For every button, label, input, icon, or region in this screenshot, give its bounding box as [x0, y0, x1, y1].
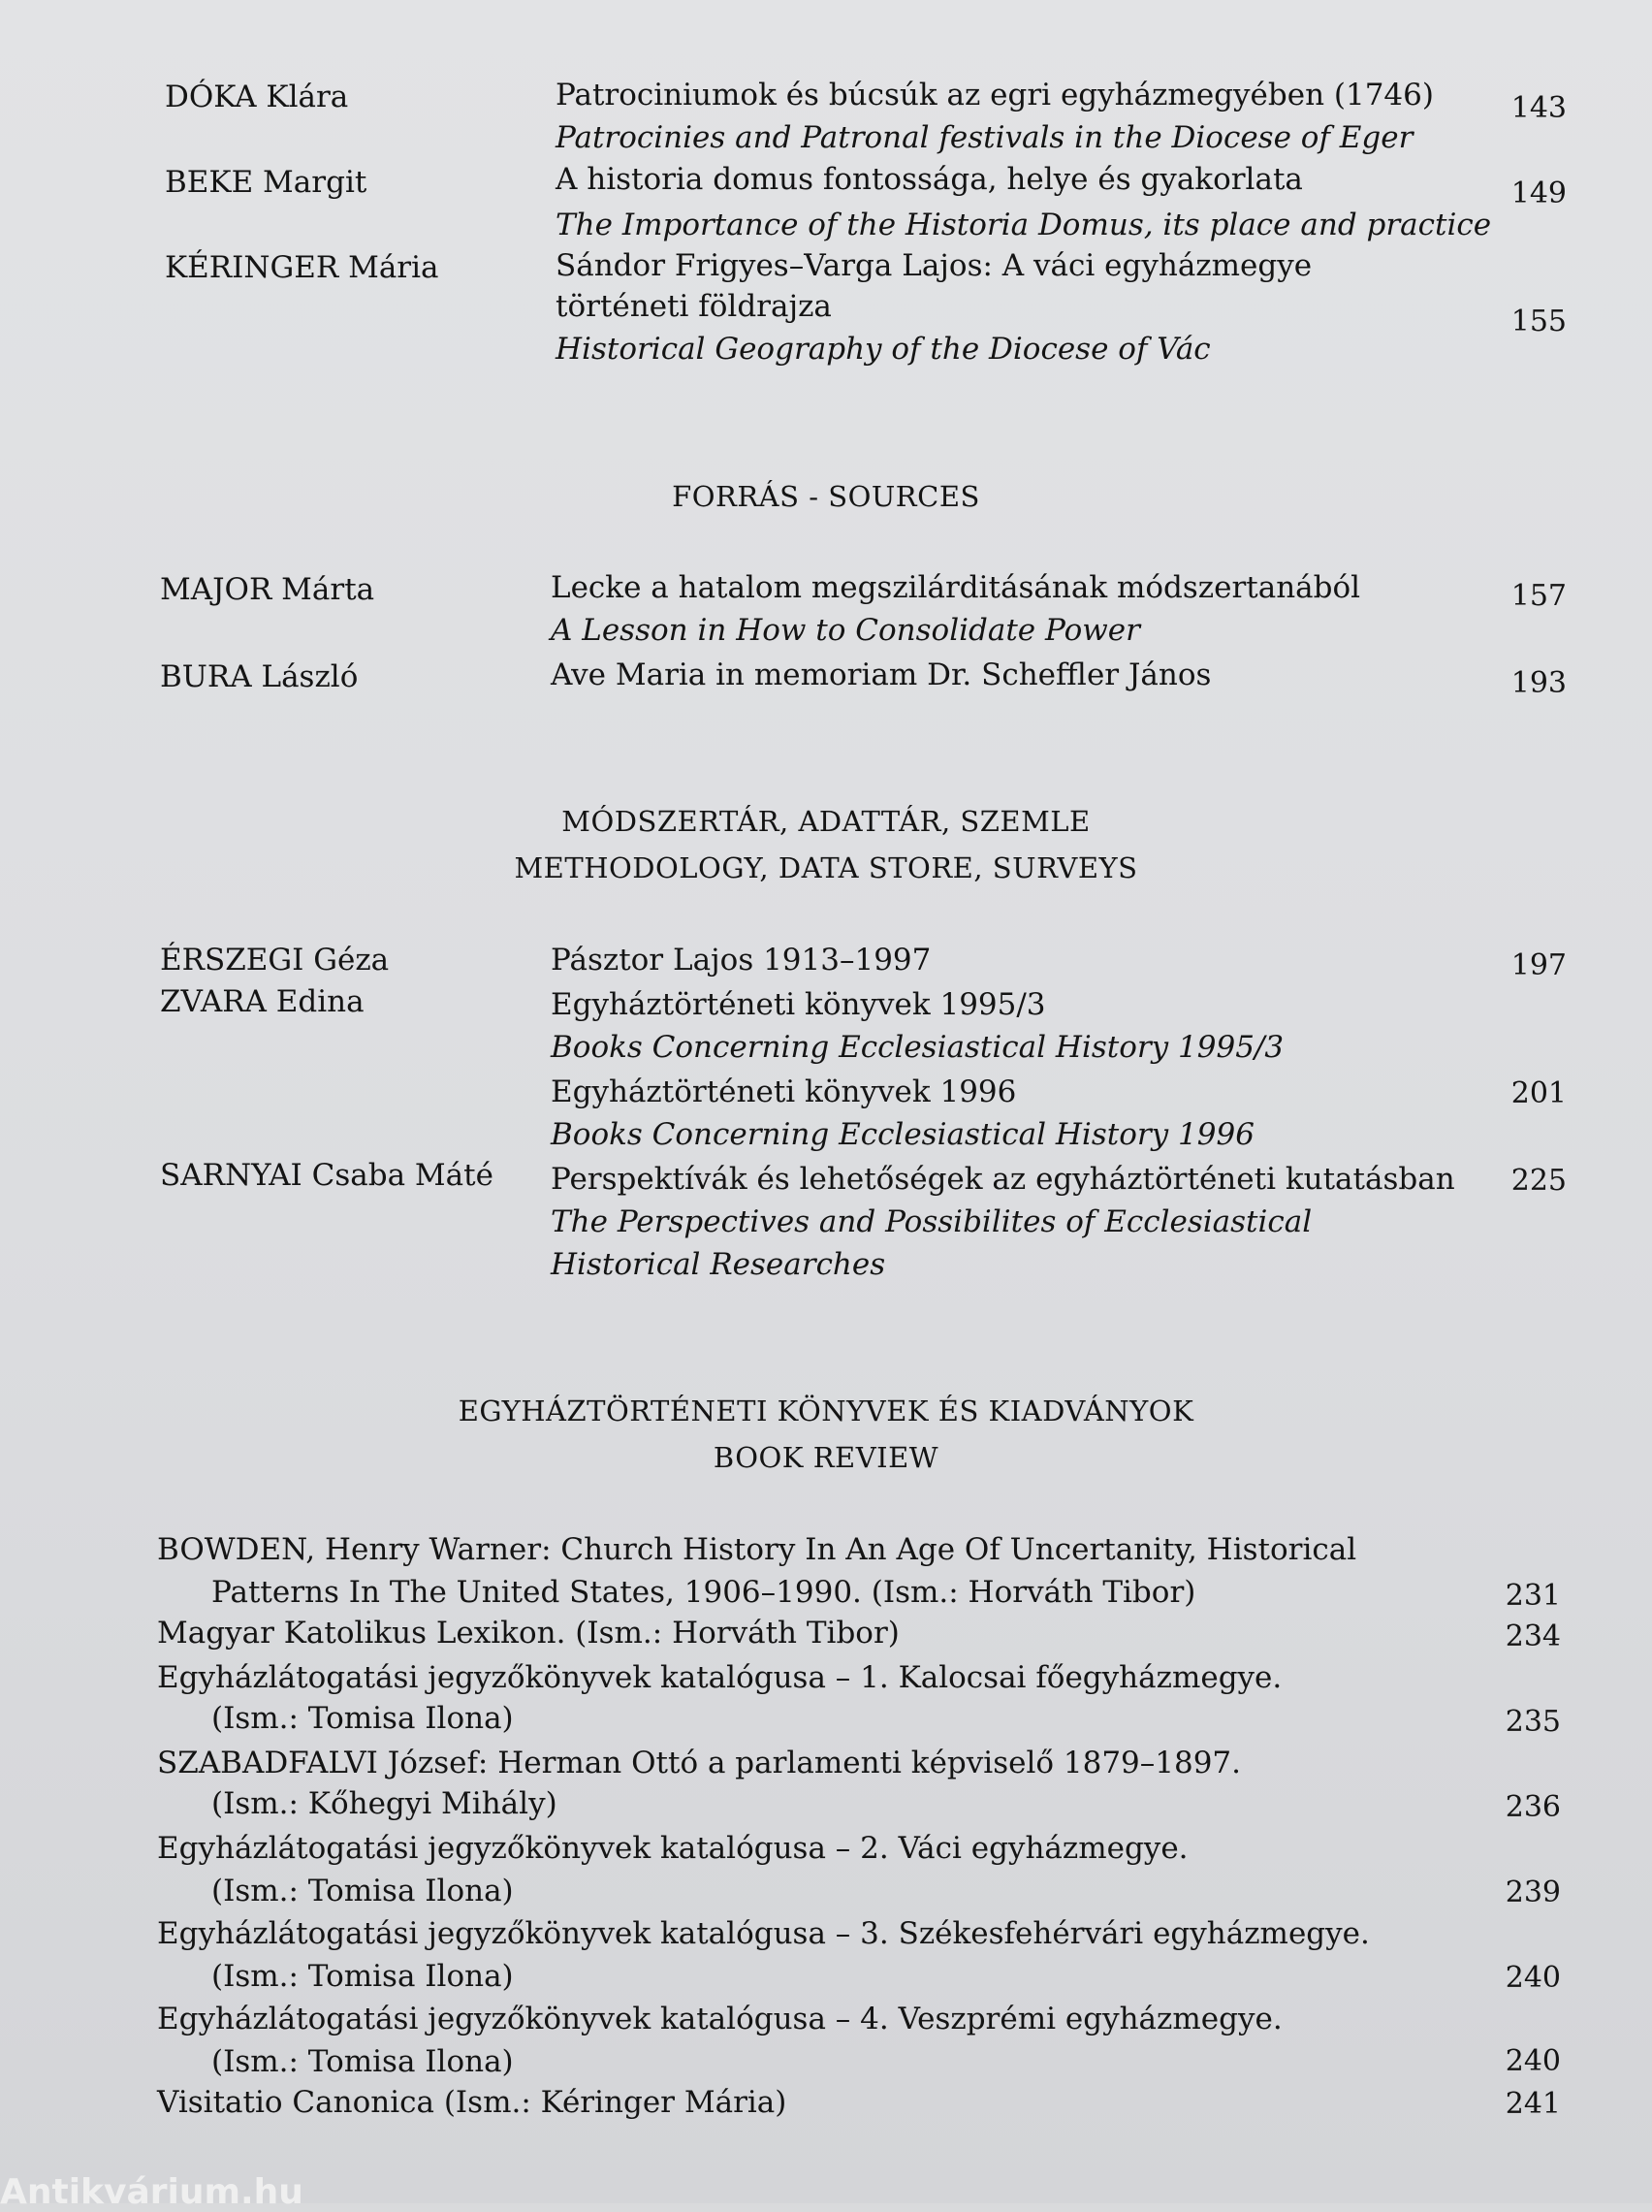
page-number: 235 — [1505, 1705, 1561, 1739]
review-entry: Egyházlátogatási jegyzőkönyvek katalógusa – 1. Kalocsai főegyházmegye. — [157, 1660, 1283, 1695]
article-title: Sándor Frigyes–Varga Lajos: A váci egyházmegye — [556, 248, 1313, 283]
page-number: 240 — [1505, 2044, 1561, 2078]
article-title-en: The Importance of the Historia Domus, its place and practice — [556, 208, 1492, 242]
review-entry: SZABADFALVI József: Herman Ottó a parlamenti képviselő 1879–1897. — [157, 1746, 1242, 1780]
article-title: Lecke a hatalom megszilárditásának módszertanából — [551, 570, 1361, 605]
review-entry: Visitatio Canonica (Ism.: Kéringer Mária) — [157, 2085, 787, 2120]
article-title-en: Historical Geography of the Diocese of Vác — [556, 332, 1211, 367]
article-title: Pásztor Lajos 1913–1997 — [551, 943, 932, 978]
page-number: 225 — [1510, 1164, 1567, 1198]
page-number: 143 — [1510, 91, 1567, 125]
section-heading: EGYHÁZTÖRTÉNETI KÖNYVEK ÉS KIADVÁNYOK — [458, 1395, 1194, 1427]
review-entry: (Ism.: Tomisa Ilona) — [211, 1701, 514, 1736]
article-title: Patrociniumok és búcsúk az egri egyházmegyében (1746) — [556, 78, 1434, 112]
article-author: SARNYAI Csaba Máté — [160, 1158, 493, 1193]
article-title-en: Patrocinies and Patronal festivals in the Diocese of Eger — [556, 120, 1414, 155]
article-title-en: The Perspectives and Possibilites of Ecclesiastical — [551, 1204, 1313, 1239]
article-author: BURA László — [160, 659, 359, 694]
section-heading-en: BOOK REVIEW — [713, 1441, 939, 1474]
section-heading-en: METHODOLOGY, DATA STORE, SURVEYS — [514, 851, 1138, 884]
page-number: 193 — [1510, 666, 1567, 700]
article-author: DÓKA Klára — [165, 80, 349, 114]
review-entry: (Ism.: Tomisa Ilona) — [211, 1959, 514, 1994]
review-entry: Patterns In The United States, 1906–1990. (Ism.: Horváth Tibor) — [211, 1575, 1196, 1610]
article-title-en: Books Concerning Ecclesiastical History 1996 — [551, 1117, 1255, 1152]
article-title: Ave Maria in memoriam Dr. Scheffler János — [551, 657, 1212, 692]
watermark: Antikvárium.hu — [0, 2172, 303, 2212]
section-heading: MÓDSZERTÁR, ADATTÁR, SZEMLE — [561, 805, 1091, 838]
page-number: 197 — [1510, 948, 1567, 982]
review-entry: Magyar Katolikus Lexikon. (Ism.: Horváth Tibor) — [157, 1616, 900, 1651]
page-number: 155 — [1510, 305, 1567, 338]
article-title-en: A Lesson in How to Consolidate Power — [551, 613, 1140, 648]
article-title-en: Books Concerning Ecclesiastical History 1995/3 — [551, 1030, 1285, 1065]
page-number: 241 — [1505, 2087, 1561, 2121]
review-entry: Egyházlátogatási jegyzőkönyvek katalógusa – 4. Veszprémi egyházmegye. — [157, 2002, 1283, 2036]
page-number: 149 — [1510, 176, 1567, 210]
article-author: MAJOR Márta — [160, 572, 375, 607]
review-entry: BOWDEN, Henry Warner: Church History In An Age Of Uncertanity, Historical — [157, 1532, 1357, 1567]
article-title: A historia domus fontossága, helye és gyakorlata — [556, 162, 1303, 197]
article-title: Egyháztörténeti könyvek 1996 — [551, 1074, 1017, 1109]
article-author: ZVARA Edina — [160, 984, 365, 1019]
article-author: KÉRINGER Mária — [165, 250, 439, 285]
page-number: 236 — [1505, 1790, 1561, 1824]
review-entry: (Ism.: Tomisa Ilona) — [211, 2044, 514, 2079]
page-number: 231 — [1505, 1579, 1561, 1613]
page-number: 201 — [1510, 1076, 1567, 1110]
article-title: Egyháztörténeti könyvek 1995/3 — [551, 987, 1046, 1022]
article-author: ÉRSZEGI Géza — [160, 943, 390, 978]
review-entry: Egyházlátogatási jegyzőkönyvek katalógusa – 2. Váci egyházmegye. — [157, 1831, 1189, 1866]
article-author: BEKE Margit — [165, 165, 367, 200]
page-number: 239 — [1505, 1875, 1561, 1909]
article-title-en: Historical Researches — [551, 1247, 886, 1282]
page-number: 240 — [1505, 1961, 1561, 1995]
review-entry: Egyházlátogatási jegyzőkönyvek katalógusa – 3. Székesfehérvári egyházmegye. — [157, 1916, 1370, 1951]
page-number: 234 — [1505, 1619, 1561, 1653]
review-entry: (Ism.: Tomisa Ilona) — [211, 1874, 514, 1908]
article-title: Perspektívák és lehetőségek az egyháztörténeti kutatásban — [551, 1162, 1455, 1197]
review-entry: (Ism.: Kőhegyi Mihály) — [211, 1786, 557, 1821]
article-title: történeti földrajza — [556, 289, 832, 324]
section-heading: FORRÁS - SOURCES — [672, 480, 980, 513]
page-number: 157 — [1510, 579, 1567, 613]
